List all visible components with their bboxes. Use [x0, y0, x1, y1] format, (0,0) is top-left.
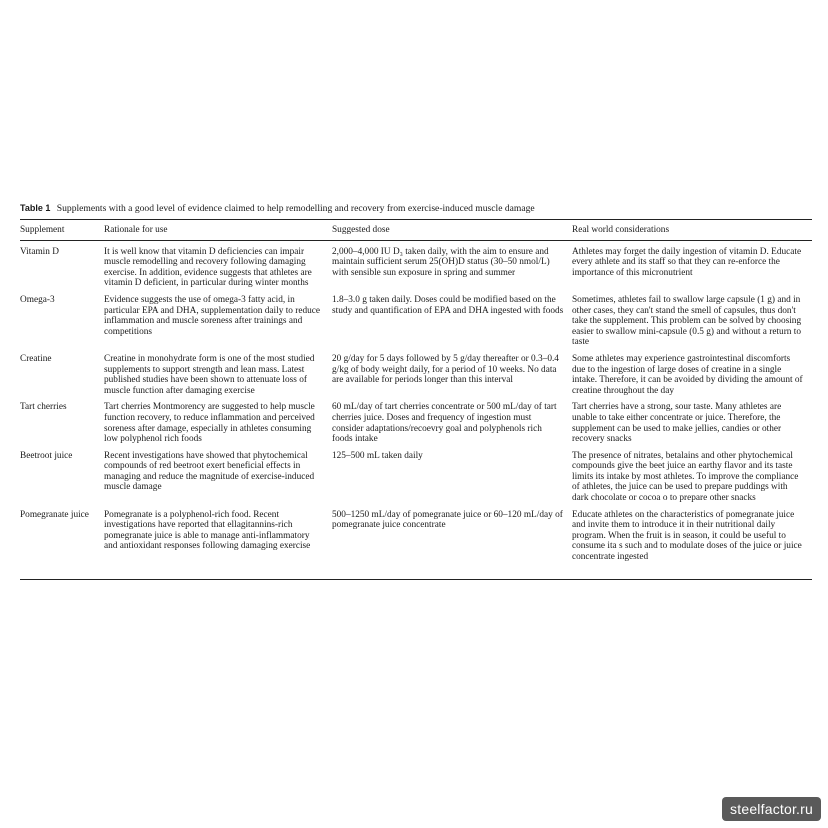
table-row [20, 348, 812, 396]
cell-supplement: Creatine [20, 353, 52, 364]
header-row [20, 220, 812, 241]
watermark-badge: steelfactor.ru [722, 797, 821, 821]
cell-supplement: Tart cherries [20, 402, 67, 413]
table-caption [20, 202, 810, 215]
cell-rationale: Recent investigations have showed that phytochemical compounds of red beetroot exert beneficial effects in managing and reduce the magnitude of exercise-induced muscle damage [104, 450, 315, 493]
table-row [20, 504, 812, 579]
header-supplement: Supplement [20, 220, 104, 241]
cell-supplement: Beetroot juice [20, 450, 73, 461]
cell-dose: 1.8–3.0 g taken daily. Doses could be modified based on the study and quantification of EPA and DHA ingested with foods [332, 294, 564, 316]
header-considerations: Real world considerations [572, 220, 812, 241]
cell-rationale: It is well know that vitamin D deficiencies can impair muscle remodelling and recovery following damaging exercise. In addition, evidence suggests that athletes are vitamin D deficient, in particular during winter months [104, 246, 312, 289]
cell-considerations: Athletes may forget the daily ingestion of vitamin D. Educate every athlete and its staff so that they can re-enforce the importance of this micronutrient [572, 246, 802, 278]
cell-considerations: Educate athletes on the characteristics of pomegranate juice and invite them to introduce it in their nutritional daily program. When the fruit is in season, it could be useful to consume ita s such and to modulate doses of the juice or juice concentrate ingested [572, 509, 802, 563]
table-label: Table 1 [20, 203, 51, 213]
cell-supplement: Vitamin D [20, 246, 59, 257]
table-title: Supplements with a good level of evidence claimed to help remodelling and recovery from exercise-induced muscle damage [56, 203, 535, 214]
cell-dose: 60 mL/day of tart cherries concentrate or 500 mL/day of tart cherries juice. Doses and frequency of ingestion must consider adaptations/recoevry goal and polyphenols rich foods intake [332, 402, 557, 445]
cell-rationale: Creatine in monohydrate form is one of the most studied supplements to support strength and lean mass. Latest published studies have been shown to attenuate loss of muscle function after damaging exercise [104, 353, 315, 396]
cell-considerations: The presence of nitrates, betalains and other phytochemical compounds give the beet juice an earthy flavor and its taste limits its intake by most athletes. To improve the compliance of athletes, the juice can be used to prepare puddings with dark chocolate or cocoa o to prepare other snacks [572, 450, 799, 504]
table-row [20, 240, 812, 289]
cell-dose: 500–1250 mL/day of pomegranate juice or 60–120 mL/day of pomegranate juice concentrate [332, 509, 563, 531]
cell-dose: 125–500 mL taken daily [332, 450, 423, 461]
cell-rationale: Tart cherries Montmorency are suggested to help muscle function recovery, to reduce inflammation and perceived soreness after damage, especially in athletes consuming low polyphenol rich foods [104, 402, 315, 445]
header-dose: Suggested dose [332, 220, 572, 241]
header-rationale: Rationale for use [104, 220, 332, 241]
cell-dose: 2,000–4,000 IU D₃ taken daily, with the aim to ensure and maintain sufficient serum 25(OH)D status (30–50 nmol/L) with sensible sun exposure in spring and summer [332, 246, 550, 278]
table-row [20, 396, 812, 444]
cell-dose: 20 g/day for 5 days followed by 5 g/day thereafter or 0.3–0.4 g/kg of body weight daily, for a period of 10 weeks. No data are available for periods longer than this interval [332, 353, 559, 386]
cell-considerations: Some athletes may experience gastrointestinal discomforts due to the ingestion of large doses of creatine in a single intake. Therefore, it can be avoided by dividing the amount of creatine throughout the day [572, 353, 803, 396]
cell-supplement: Pomegranate juice [20, 509, 89, 520]
cell-rationale: Pomegranate is a polyphenol-rich food. Recent investigations have reported that ellagitannins-rich pomegranate juice is able to manage anti-inflammatory and antioxidant responses following damaging exercise [104, 509, 311, 552]
cell-considerations: Tart cherries have a strong, sour taste. Many athletes are unable to take either concentrate or juice. Therefore, the supplement can be used to make jellies, candies or other recovery snacks [572, 402, 782, 445]
cell-supplement: Omega-3 [20, 294, 55, 305]
cell-considerations: Sometimes, athletes fail to swallow large capsule (1 g) and in other cases, they can't stand the smell of capsules, thus don't take the supplement. This problem can be solved by choosing easier to swallow mini-capsule (0.5 g) and without a return to taste [572, 294, 802, 348]
table-row [20, 289, 812, 348]
cell-rationale: Evidence suggests the use of omega-3 fatty acid, in particular EPA and DHA, supplementation daily to reduce inflammation and muscle soreness after trainings and competitions [104, 294, 321, 337]
table-row [20, 445, 812, 504]
supplements-table [20, 219, 812, 580]
